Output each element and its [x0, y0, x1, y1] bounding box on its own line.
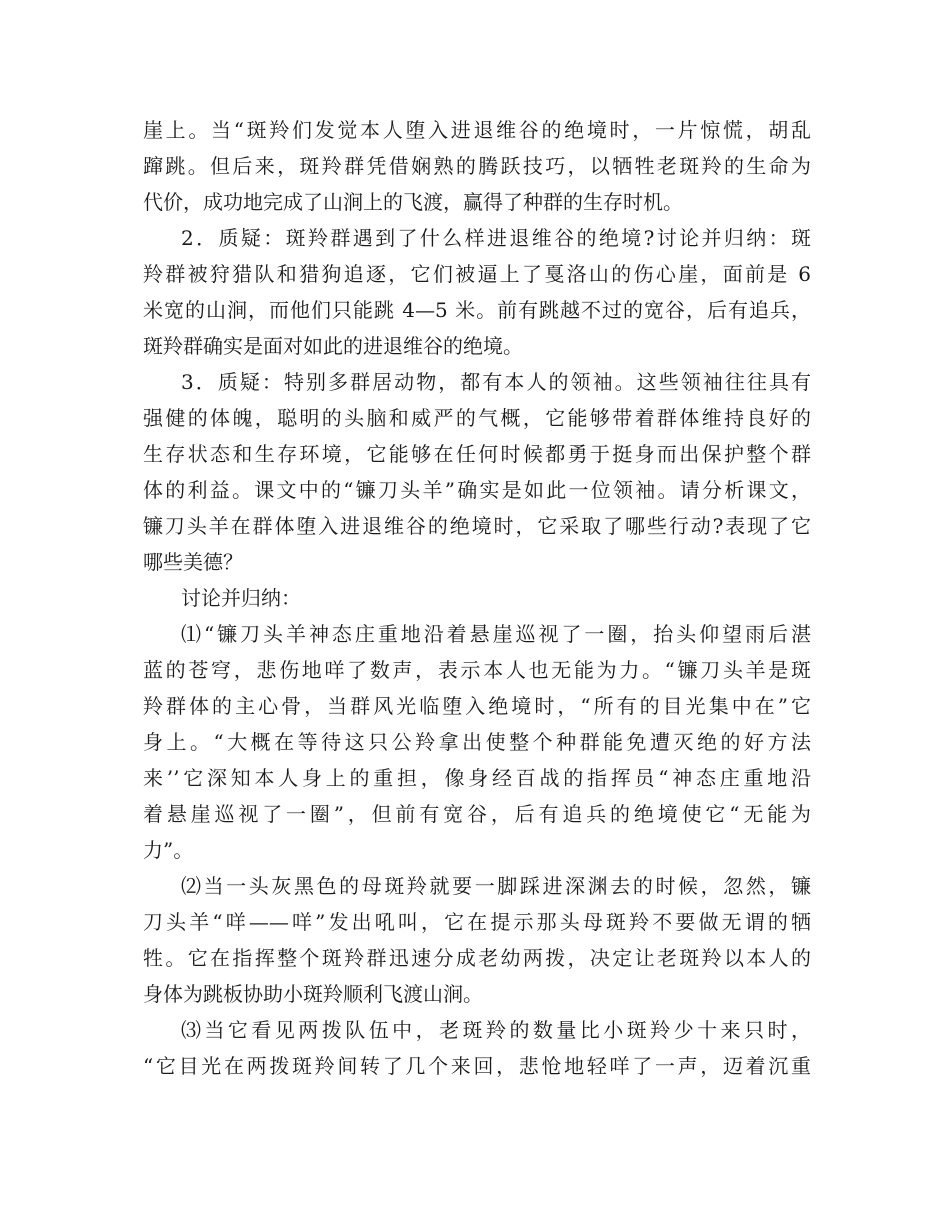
text-line: 刀头羊“咩——咩”发出吼叫，它在提示那头母斑羚不要做无谓的牺	[143, 910, 811, 934]
text-line: 力”。	[143, 838, 194, 862]
text-line: 3．质疑：特别多群居动物，都有本人的领袖。这些领袖往往具有	[181, 370, 811, 394]
text-line: 羚群被狩猎队和猎狗追逐，它们被逼上了戛洛山的伤心崖，面前是 6	[143, 262, 811, 286]
text-line: 体的利益。课文中的“镰刀头羊”确实是如此一位领袖。请分析课文，	[143, 478, 811, 502]
text-line: 崖上。当“斑羚们发觉本人堕入进退维谷的绝境时，一片惊慌，胡乱	[143, 118, 811, 142]
text-line: 蓝的苍穹，悲伤地咩了数声，表示本人也无能为力。“镰刀头羊是斑	[143, 658, 811, 682]
text-line: 着悬崖巡视了一圈”，但前有宽谷，后有追兵的绝境使它“无能为	[143, 802, 811, 826]
text-line: 2．质疑：斑羚群遇到了什么样进退维谷的绝境?讨论并归纳：斑	[181, 226, 811, 250]
text-line: 牲。它在指挥整个斑羚群迅速分成老幼两拨，决定让老斑羚以本人的	[143, 946, 811, 970]
text-line: “它目光在两拨斑羚间转了几个来回，悲怆地轻咩了一声，迈着沉重	[143, 1054, 811, 1078]
text-line: 蹿跳。但后来，斑羚群凭借娴熟的腾跃技巧，以牺牲老斑羚的生命为	[143, 154, 811, 178]
text-line: 生存状态和生存环境，它能够在任何时候都勇于挺身而出保护整个群	[143, 442, 811, 466]
text-line: 来’’它深知本人身上的重担，像身经百战的指挥员“神态庄重地沿	[143, 766, 811, 790]
document-body	[143, 112, 811, 1084]
text-line: 斑羚群确实是面对如此的进退维谷的绝境。	[143, 334, 523, 358]
text-line: 讨论并归纳：	[181, 586, 301, 610]
text-line: 强健的体魄，聪明的头脑和威严的气概，它能够带着群体维持良好的	[143, 406, 811, 430]
text-line: 米宽的山涧，而他们只能跳 4—5 米。前有跳越不过的宽谷，后有追兵，	[143, 298, 811, 322]
text-line: ⑶当它看见两拨队伍中，老斑羚的数量比小斑羚少十来只时，	[181, 1018, 811, 1042]
text-line: ⑴“镰刀头羊神态庄重地沿着悬崖巡视了一圈，抬头仰望雨后湛	[181, 622, 811, 646]
text-line: 镰刀头羊在群体堕入进退维谷的绝境时，它采取了哪些行动?表现了它	[143, 514, 811, 538]
text-line: 羚群体的主心骨，当群风光临堕入绝境时，“所有的目光集中在”它	[143, 694, 811, 718]
text-line: 身上。“大概在等待这只公羚拿出使整个种群能免遭灭绝的好方法	[143, 730, 811, 754]
text-line: 哪些美德？	[143, 550, 243, 574]
text-line: ⑵当一头灰黑色的母斑羚就要一脚踩进深渊去的时候，忽然，镰	[181, 874, 811, 898]
text-line: 代价，成功地完成了山涧上的飞渡，赢得了种群的生存时机。	[143, 190, 683, 214]
text-line: 身体为跳板协助小斑羚顺利飞渡山涧。	[143, 982, 483, 1006]
